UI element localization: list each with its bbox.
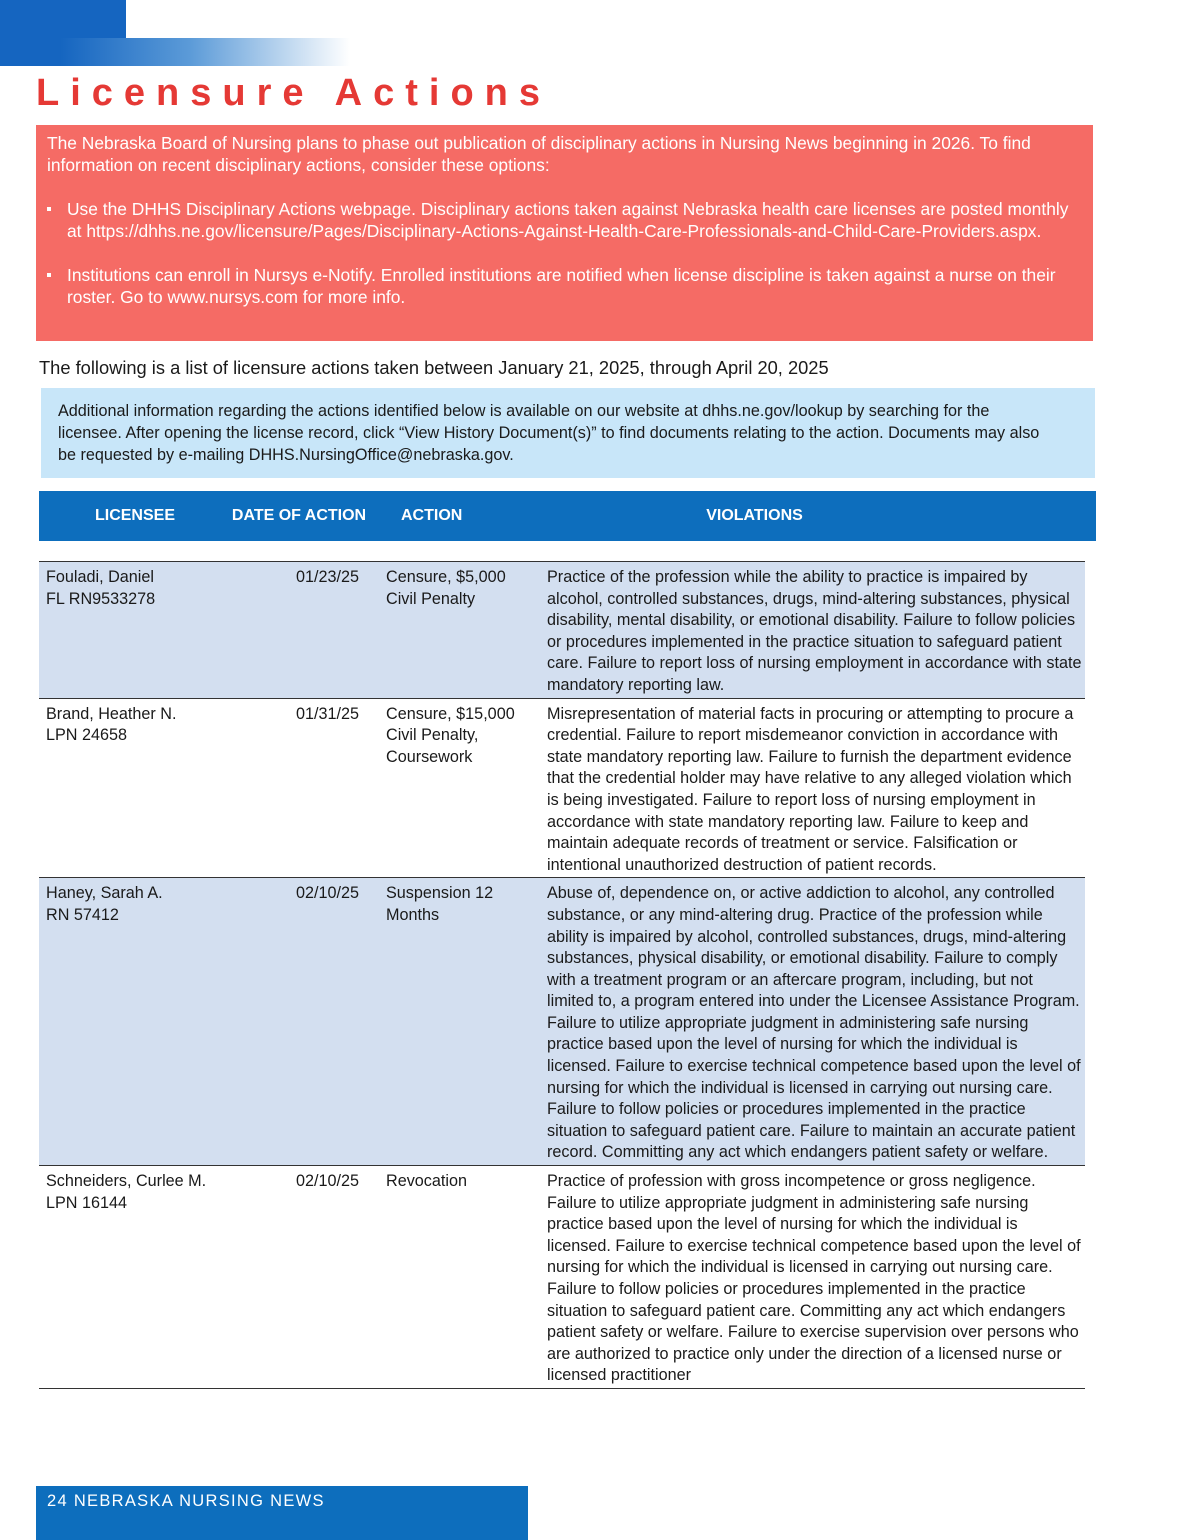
- licensee-name: Schneiders, Curlee M.: [46, 1172, 207, 1191]
- licensee-name: Brand, Heather N.: [46, 704, 177, 723]
- violations-cell: Misrepresentation of material facts in procuring or attempting to procure a credential. Failure to report misdemeanor conviction in accordance with state mandatory reporting law. Failure to furnish the department evidence that the credential holder may have relative to any alleged violation which is being investigated. Failure to report loss of nursing employment in accordance with state mandatory reporting law. Failure to keep and maintain adequate records of treatment or service. Falsification or intentional unauthorized destruction of patient records.: [547, 704, 1074, 874]
- action-cell: Censure, $15,000 Civil Penalty, Coursework: [386, 704, 515, 766]
- license-number: FL RN9533278: [46, 589, 156, 608]
- table-row: [39, 1166, 1085, 1389]
- action-cell: Revocation: [386, 1172, 467, 1191]
- notice-intro: The Nebraska Board of Nursing plans to phase out publication of disciplinary actions in Nursing News beginning in 2026. To find information on recent disciplinary actions, consider these options:: [47, 133, 1031, 175]
- phase-out-notice: [36, 125, 1093, 341]
- date-cell: 02/10/25: [295, 1172, 359, 1191]
- license-number: LPN 24658: [46, 726, 128, 745]
- actions-table-body: [39, 561, 1085, 1389]
- date-range-intro: The following is a list of licensure actions taken between January 21, 2025, through April 20, 2025: [39, 357, 829, 378]
- violations-cell: Practice of profession with gross incompetence or gross negligence. Failure to utilize appropriate judgment in administering safe nursing practice based upon the level of nursing for which the individual is licensed. Failure to exercise technical competence based upon the level of nursing for which the individual is licensed in carrying out nursing care. Failure to follow policies or procedures implemented in the practice situation to safeguard patient care. Committing any act which endangers patient safety or welfare. Failure to exercise supervision over persons who are authorized to practice only under the direction of a licensed nurse or licensed practitioner: [547, 1172, 1081, 1385]
- page-title: Licensure Actions: [36, 72, 552, 114]
- action-cell: Suspension 12 Months: [386, 884, 494, 924]
- licensee-name: Haney, Sarah A.: [46, 884, 163, 903]
- header-date-of-action: DATE OF ACTION: [231, 507, 367, 524]
- licensee-name: Fouladi, Daniel: [46, 568, 154, 586]
- square-bullet-icon: [47, 273, 51, 277]
- notice-bullet-text: Use the DHHS Disciplinary Actions webpage. Disciplinary actions taken against Nebraska health care licenses are posted monthly at https://dhhs.ne.gov/licensure/Pages/Disciplinary-Actions-Against-Health-Care-Professionals-and-Child-Care-Providers.aspx.: [67, 199, 1069, 241]
- square-bullet-icon: [47, 207, 51, 211]
- licensee-cell: [46, 567, 266, 610]
- table-header: [39, 491, 1096, 541]
- table-row: [39, 699, 1085, 879]
- additional-info-box: [41, 388, 1095, 478]
- table-row: [39, 562, 1085, 699]
- violations-cell: Abuse of, dependence on, or active addiction to alcohol, any controlled substance, or any mind-altering drug. Practice of the profession while ability is impaired by alcohol, controlled substances, drugs, mind-altering substances, physical disability, or emotional disability. Failure to comply with a treatment program or an aftercare program, including, but not limited to, a program entered into under the Licensee Assistance Program. Failure to utilize appropriate judgment in administering safe nursing practice based upon the level of nursing for which the individual is licensed. Failure to exercise technical competence based upon the level of nursing for which the individual is licensed in carrying out nursing care. Failure to follow policies or procedures implemented in the practice situation to safeguard patient care. Failure to maintain an accurate patient record. Committing any act which endangers patient safety or welfare.: [547, 884, 1081, 1162]
- licensee-cell: [46, 1171, 266, 1214]
- violations-cell: Practice of the profession while the ability to practice is impaired by alcohol, controlled substances, drugs, mind-altering substances, physical disability, mental disability, or emotional disability. Failure to follow policies or procedures implemented in the practice situation to safeguard patient care. Failure to report loss of nursing employment in accordance with state mandatory reporting law.: [547, 568, 1082, 694]
- date-cell: 01/23/25: [295, 568, 359, 586]
- notice-bullet-list: [47, 198, 1079, 308]
- additional-info-text: Additional information regarding the actions identified below is available on our website at dhhs.ne.gov/lookup by searching for the licensee. After opening the license record, click “View History Document(s)” to find documents relating to the action. Documents may also be requested by e-mailing DHHS.NursingOffice@nebraska.gov.: [58, 402, 1040, 464]
- date-cell: 02/10/25: [295, 884, 359, 903]
- header-violations: VIOLATIONS: [706, 507, 803, 524]
- date-cell: 01/31/25: [295, 704, 359, 723]
- licensee-cell: [46, 704, 266, 747]
- notice-bullet: [47, 264, 1079, 308]
- header-licensee: LICENSEE: [94, 507, 175, 524]
- header-action: ACTION: [401, 507, 463, 524]
- footer-bar: [36, 1486, 528, 1540]
- license-number: LPN 16144: [46, 1193, 128, 1212]
- licensee-cell: [46, 883, 266, 926]
- header-gradient-bar: [60, 38, 350, 66]
- notice-bullet: [47, 198, 1079, 242]
- footer-page-label: 24 NEBRASKA NURSING NEWS: [47, 1492, 325, 1510]
- action-cell: Censure, $5,000 Civil Penalty: [386, 568, 506, 608]
- table-row: [39, 878, 1085, 1166]
- license-number: RN 57412: [46, 905, 119, 924]
- notice-bullet-text: Institutions can enroll in Nursys e-Notify. Enrolled institutions are notified when license discipline is taken against a nurse on their roster. Go to www.nursys.com for more info.: [67, 265, 1056, 307]
